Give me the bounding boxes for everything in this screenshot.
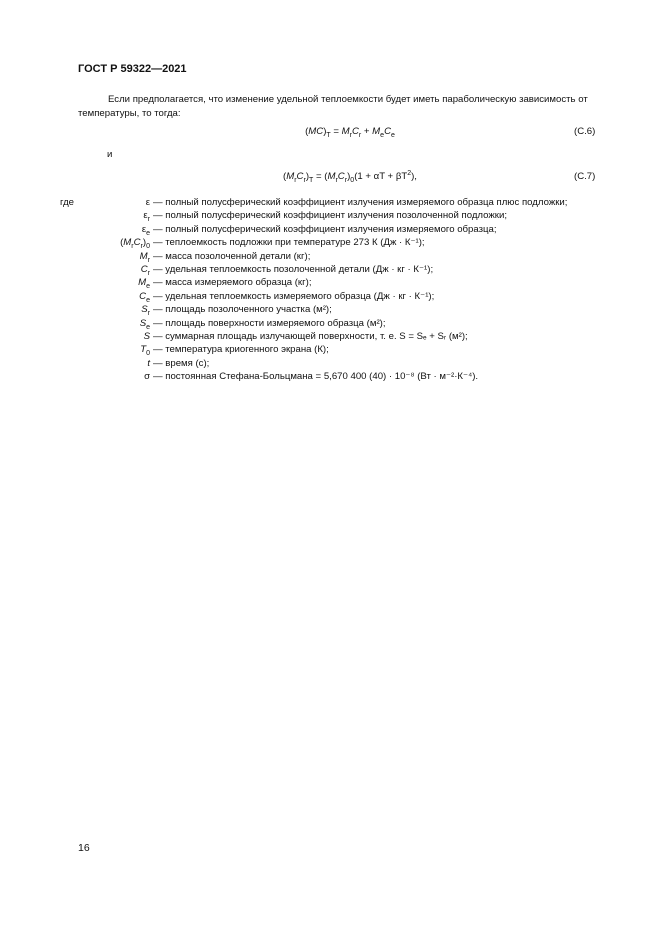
equation-label: (С.7) <box>574 171 596 182</box>
formula-part: r <box>358 131 362 139</box>
formula-part: ε <box>143 210 148 222</box>
definition-symbol <box>147 357 150 370</box>
definition-symbol <box>144 330 150 343</box>
formula-part: r <box>294 176 297 184</box>
definition-symbol <box>144 370 150 383</box>
formula-part: ε <box>141 223 147 235</box>
formula-part: ) <box>323 126 327 137</box>
equation-label: (С.6) <box>574 126 596 137</box>
definition-symbol <box>141 303 150 316</box>
formula-part: C <box>140 263 148 275</box>
formula-part: e <box>380 131 385 139</box>
formula-part: r <box>140 243 143 251</box>
formula-part: ε <box>145 197 150 208</box>
equation-c6 <box>240 126 460 137</box>
where-label: где <box>60 197 75 208</box>
formula-part: σ <box>144 371 150 383</box>
equation-c7 <box>240 171 460 182</box>
formula-part: MC <box>308 126 324 137</box>
formula-part: ( <box>305 126 309 137</box>
definition-symbol <box>142 223 150 236</box>
definition-item <box>60 343 600 356</box>
formula-part: C <box>133 237 141 249</box>
formula-part: r <box>147 256 150 264</box>
formula-part: e <box>146 283 150 291</box>
definition-text: — полный полусферический коэффициент излучения измеряемого образца; <box>153 223 497 235</box>
formula-part: ) <box>305 171 310 182</box>
definition-symbol <box>146 196 150 209</box>
formula-part: S <box>143 330 150 342</box>
formula-part: r <box>147 310 150 318</box>
formula-part: 2 <box>407 169 412 177</box>
formula-part: M <box>138 277 147 289</box>
definition-item <box>60 236 600 249</box>
formula-part: ) <box>142 237 147 249</box>
definition-item <box>60 196 600 209</box>
formula-part: M <box>123 237 132 249</box>
definition-text: — масса позолоченной детали (кг); <box>153 250 311 262</box>
definition-text: — теплоемкость подложки при температуре 273 К (Дж · К⁻¹); <box>153 237 425 249</box>
formula-part: e <box>146 229 150 237</box>
definition-item <box>60 303 600 316</box>
formula-part: + <box>361 126 373 137</box>
formula-part: S <box>139 317 147 329</box>
definition-symbol <box>140 343 150 356</box>
definition-item <box>60 209 600 222</box>
definition-item <box>60 263 600 276</box>
definition-item <box>60 357 600 370</box>
definition-text: — удельная теплоемкость измеряемого образца (Дж · кг · К⁻¹); <box>153 290 435 302</box>
paragraph: Если предполагается, что изменение удельной теплоемкости будет иметь параболическую зависимость от температуры, то тогда: <box>78 94 588 119</box>
definition-text: — постоянная Стефана-Больцмана = 5,670 400 (40) · 10⁻⁸ (Вт · м⁻²·К⁻⁴). <box>153 371 479 383</box>
formula-part: = ( <box>313 171 328 182</box>
formula-part: 0 <box>146 243 150 251</box>
formula-part: = <box>330 126 342 137</box>
formula-part: M <box>372 126 381 137</box>
definition-item <box>60 250 600 263</box>
formula-part: ( <box>283 171 287 182</box>
definition-item <box>60 330 600 343</box>
formula-part: ( <box>120 237 124 249</box>
formula-part: C <box>139 290 147 302</box>
formula-part: M <box>327 171 336 182</box>
document-header: ГОСТ Р 59322—2021 <box>78 63 187 75</box>
definition-text: — масса измеряемого образца (кг); <box>153 277 312 289</box>
definition-text: — суммарная площадь излучающей поверхности, т. е. S = Sₑ + Sᵣ (м²); <box>153 330 468 342</box>
definition-item <box>60 223 600 236</box>
formula-part: r <box>147 269 150 277</box>
conjunction: и <box>107 149 113 160</box>
formula-part: C <box>384 126 392 137</box>
formula-part: e <box>146 296 150 304</box>
formula-part: M <box>286 171 295 182</box>
formula-part: ), <box>411 171 417 182</box>
formula-part: (1 + αT + βT <box>354 171 408 182</box>
formula-part: t <box>147 357 150 369</box>
definition-text: — температура криогенного экрана (К); <box>153 344 329 356</box>
formula-part: M <box>139 250 148 262</box>
formula-part: r <box>303 176 306 184</box>
formula-part: M <box>341 126 350 137</box>
formula-part: r <box>147 216 150 224</box>
formula-part: ) <box>347 171 351 182</box>
definition-text: — площадь поверхности измеряемого образца (м²); <box>153 317 386 329</box>
definition-symbol <box>120 236 150 249</box>
definition-item <box>60 317 600 330</box>
formula-part: C <box>296 171 304 182</box>
definition-symbol <box>138 276 150 289</box>
definition-text: — полный полусферический коэффициент излучения измеряемого образца плюс подложки; <box>153 197 568 208</box>
definition-symbol <box>140 250 150 263</box>
formula-part: T <box>309 176 314 184</box>
definition-item <box>60 290 600 303</box>
formula-part: 0 <box>146 350 150 358</box>
definition-text: — время (с); <box>153 357 210 369</box>
formula-part: e <box>391 131 395 139</box>
definition-text: — удельная теплоемкость позолоченной детали (Дж · кг · К⁻¹); <box>153 263 434 275</box>
definition-text: — площадь позолоченного участка (м²); <box>153 304 332 316</box>
formula-part: C <box>351 126 359 137</box>
formula-part: 0 <box>350 176 355 184</box>
formula-part: r <box>335 176 338 184</box>
definition-symbol <box>139 290 150 303</box>
definition-text: — полный полусферический коэффициент излучения позолоченной подложки; <box>153 210 508 222</box>
formula-part: S <box>141 304 148 316</box>
definition-symbol <box>141 263 150 276</box>
formula-part: r <box>349 131 352 139</box>
formula-part: r <box>131 243 134 251</box>
formula-part: r <box>344 176 348 184</box>
formula-part: T <box>140 344 147 356</box>
definition-symbol <box>143 209 150 222</box>
definition-item <box>60 370 600 383</box>
formula-part: e <box>146 323 150 331</box>
definition-item <box>60 276 600 289</box>
page-number: 16 <box>78 842 90 854</box>
formula-part: T <box>326 131 331 139</box>
definition-symbol <box>140 317 150 330</box>
formula-part: C <box>337 171 345 182</box>
definitions-list <box>60 196 600 383</box>
